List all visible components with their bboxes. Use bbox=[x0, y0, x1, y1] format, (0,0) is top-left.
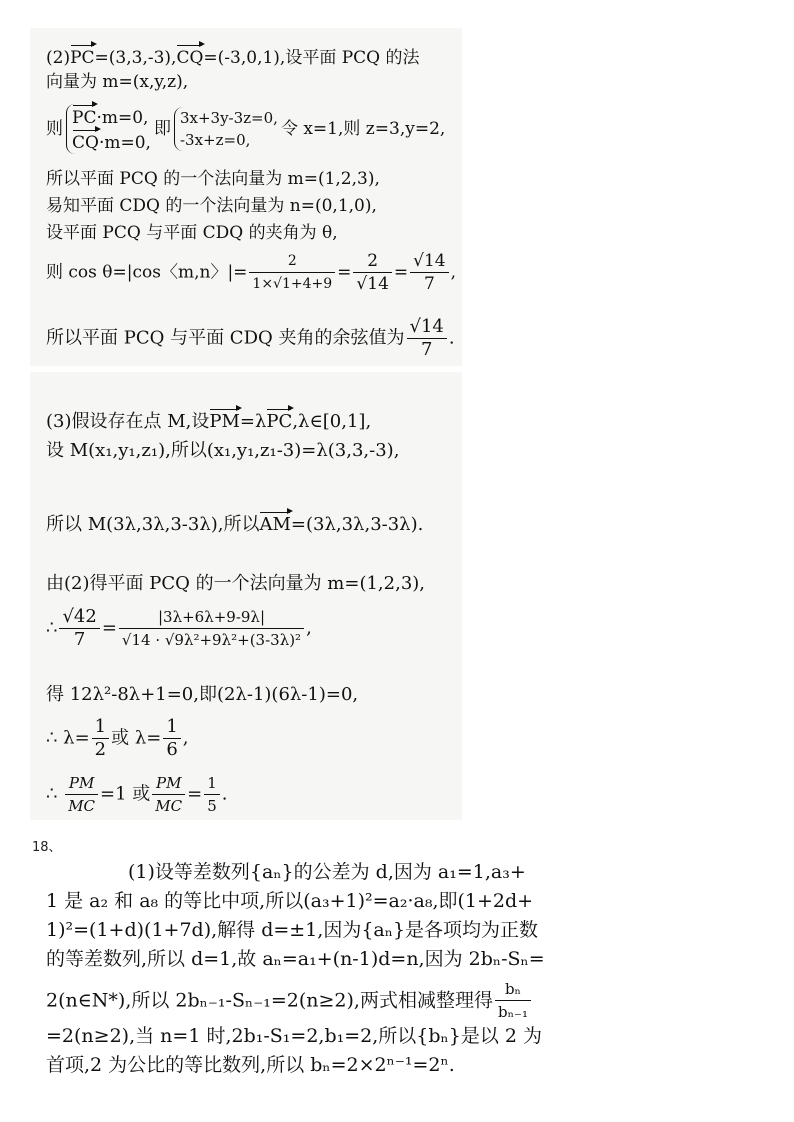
p2-system-line: 则PC·m=0, CQ·m=0,即3x+3y-3z=0, -3x+z=0,令 x=1,则 z=3,y=2, bbox=[46, 104, 445, 154]
q18-row2: 1 是 a₂ 和 a₈ 的等比中项,所以(a₃+1)²=a₂·a₈,即(1+2d+ bbox=[46, 890, 534, 912]
q18-row3: 1)²=(1+d)(1+7d),解得 d=±1,因为{aₙ}是各项均为正数 bbox=[46, 919, 539, 941]
q18-row5: 2(n∈N*),所以 2bₙ₋₁-Sₙ₋₁=2(n≥2),两式相减整理得 $\frac{\text{bₙ}}{\text{bₙ₋₁}}$ bbox=[46, 978, 533, 1023]
question-18-label: 18、 bbox=[32, 840, 62, 855]
p2-line5: 所以平面 PCQ 的一个法向量为 m=(1,2,3), bbox=[46, 169, 380, 189]
p3-line4: 由(2)得平面 PCQ 的一个法向量为 m=(1,2,3), bbox=[46, 573, 426, 594]
vector-cq: CQ bbox=[176, 44, 203, 69]
p3-lambda-solutions: ∴ λ= $\frac{1}{2}$ 或 λ= $\frac{1}{6}$ , bbox=[46, 716, 189, 760]
p3-line1: (3)假设存在点 M,设PM=λPC,λ∈[0,1], bbox=[46, 408, 371, 433]
system-2: 3x+3y-3z=0, -3x+z=0, bbox=[174, 107, 278, 151]
p2-line2: 向量为 m=(x,y,z), bbox=[46, 72, 189, 92]
p3-line6: 得 12λ²-8λ+1=0,即(2λ-1)(6λ-1)=0, bbox=[46, 684, 359, 705]
q18-row7: 首项,2 为公比的等比数列,所以 bₙ=2×2ⁿ⁻¹=2ⁿ. bbox=[46, 1054, 455, 1076]
p2-cos-equation: 则 cos θ=|cos〈m,n〉|= $\frac{2}{1\times√1+4+9}$ = $\frac{2}{√14}$ = $\frac{√14}{7}$ , bbox=[46, 251, 457, 294]
q18-row4: 的等差数列,所以 d=1,故 aₙ=a₁+(n-1)d=n,因为 2bₙ-Sₙ= bbox=[46, 948, 545, 970]
p3-equation: ∴ $\frac{√42}{7}$ = $\frac{|3\lambda+6\lambda+9-9\lambda|}{\text{√14 · √9λ²+9λ²+(3-3λ)²}}$ , bbox=[46, 606, 312, 650]
p2-line1: (2)PC=(3,3,-3),CQ=(-3,0,1),设平面 PCQ 的法 bbox=[46, 44, 420, 69]
p2-line7: 设平面 PCQ 与平面 CDQ 的夹角为 θ, bbox=[46, 223, 338, 243]
vector-pc: PC bbox=[70, 44, 94, 69]
p3-line3: 所以 M(3λ,3λ,3-3λ),所以AM=(3λ,3λ,3-3λ). bbox=[46, 511, 423, 536]
q18-row6: =2(n≥2),当 n=1 时,2b₁-S₁=2,b₁=2,所以{bₙ}是以 2 为 bbox=[46, 1025, 543, 1047]
system-1: PC·m=0, CQ·m=0, bbox=[66, 104, 151, 154]
p3-ratio: ∴ $\frac{PM}{MC}$ =1 或 $\frac{PM}{MC}$ = $\frac{1}{5}$ . bbox=[46, 774, 228, 815]
p2-line6: 易知平面 CDQ 的一个法向量为 n=(0,1,0), bbox=[46, 196, 377, 216]
p3-line2: 设 M(x₁,y₁,z₁),所以(x₁,y₁,z₁-3)=λ(3,3,-3), bbox=[46, 440, 400, 461]
q18-row1: (1)设等差数列{aₙ}的公差为 d,因为 a₁=1,a₃+ bbox=[128, 861, 526, 883]
p2-conclusion: 所以平面 PCQ 与平面 CDQ 夹角的余弦值为 $\frac{√14}{7}$ . bbox=[46, 316, 455, 360]
